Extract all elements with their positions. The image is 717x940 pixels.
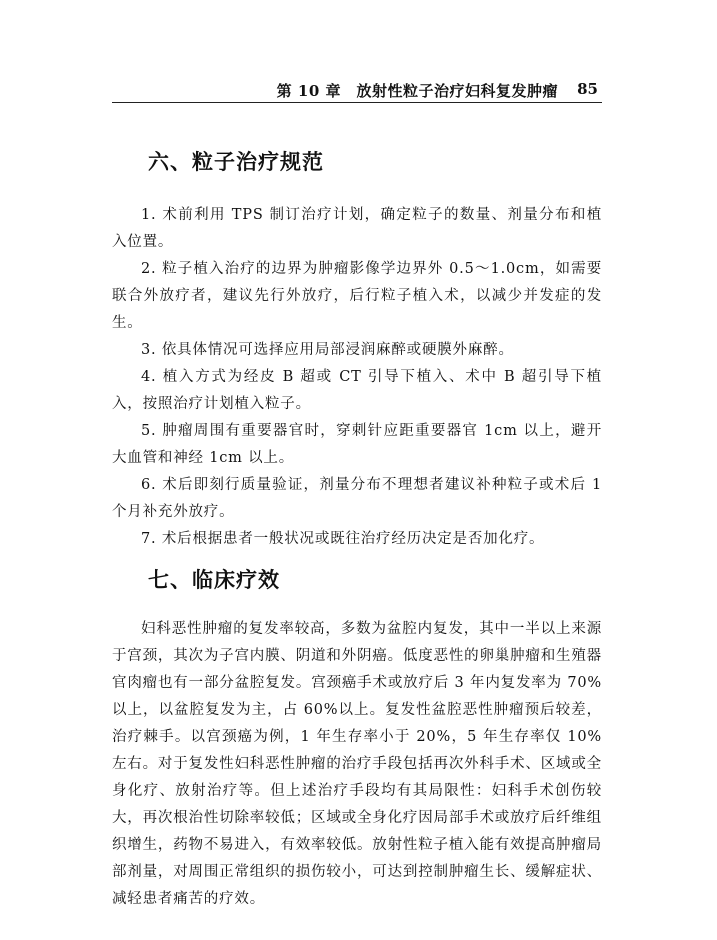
list-item: 1. 术前利用 TPS 制订治疗计划，确定粒子的数量、剂量分布和植入位置。 — [112, 207, 602, 250]
list-item: 3. 依具体情况可选择应用局部浸润麻醉或硬膜外麻醉。 — [141, 342, 514, 358]
procedure-list — [112, 202, 602, 553]
page-number: 85 — [577, 80, 598, 98]
running-header — [112, 78, 602, 103]
section-heading-6: 六、粒子治疗规范 — [148, 149, 324, 174]
list-item: 5. 肿瘤周围有重要器官时，穿刺针应距重要器官 1cm 以上，避开大血管和神经 1cm 以上。 — [112, 423, 602, 466]
list-item: 6. 术后即刻行质量验证，剂量分布不理想者建议补种粒子或术后 1 个月补充外放疗。 — [112, 477, 602, 520]
section-heading-7: 七、临床疗效 — [148, 567, 280, 592]
list-item: 4. 植入方式为经皮 B 超或 CT 引导下植入、术中 B 超引导下植入，按照治疗计划植入粒子。 — [112, 369, 602, 412]
list-item: 2. 粒子植入治疗的边界为肿瘤影像学边界外 0.5～1.0cm，如需要联合外放疗者，建议先行外放疗，后行粒子植入术，以减少并发症的发生。 — [112, 261, 602, 331]
list-item: 7. 术后根据患者一般状况或既往治疗经历决定是否加化疗。 — [141, 531, 545, 547]
body-paragraph: 妇科恶性肿瘤的复发率较高，多数为盆腔内复发，其中一半以上来源于宫颈，其次为子宫内膜、阴道和外阴癌。低度恶性的卵巢肿瘤和生殖器官肉瘤也有一部分盆腔复发。宫颈癌手术或放疗后 3 年内复发率为 70%以上，以盆腔复发为主，占 60%以上。复发性盆腔恶性肿瘤预后较差，治疗棘手。以宫颈癌为例，1 年生存率小于 20%，5 年生存率仅 10%左右。对于复发性妇科恶性肿瘤的治疗手段包括再次外科手术、区域或全身化疗、放射治疗等。但上述治疗手段均有其局限性：妇科手术创伤较大，再次根治性切除率较低；区域或全身化疗因局部手术或放疗后纤维组织增生，药物不易进入，有效率较低。放射性粒子植入能有效提高肿瘤局部剂量，对周围正常组织的损伤较小，可达到控制肿瘤生长、缓解症状、减轻患者痛苦的疗效。 — [112, 621, 602, 907]
chapter-title: 第 10 章 放射性粒子治疗妇科复发肿瘤 — [276, 82, 558, 100]
